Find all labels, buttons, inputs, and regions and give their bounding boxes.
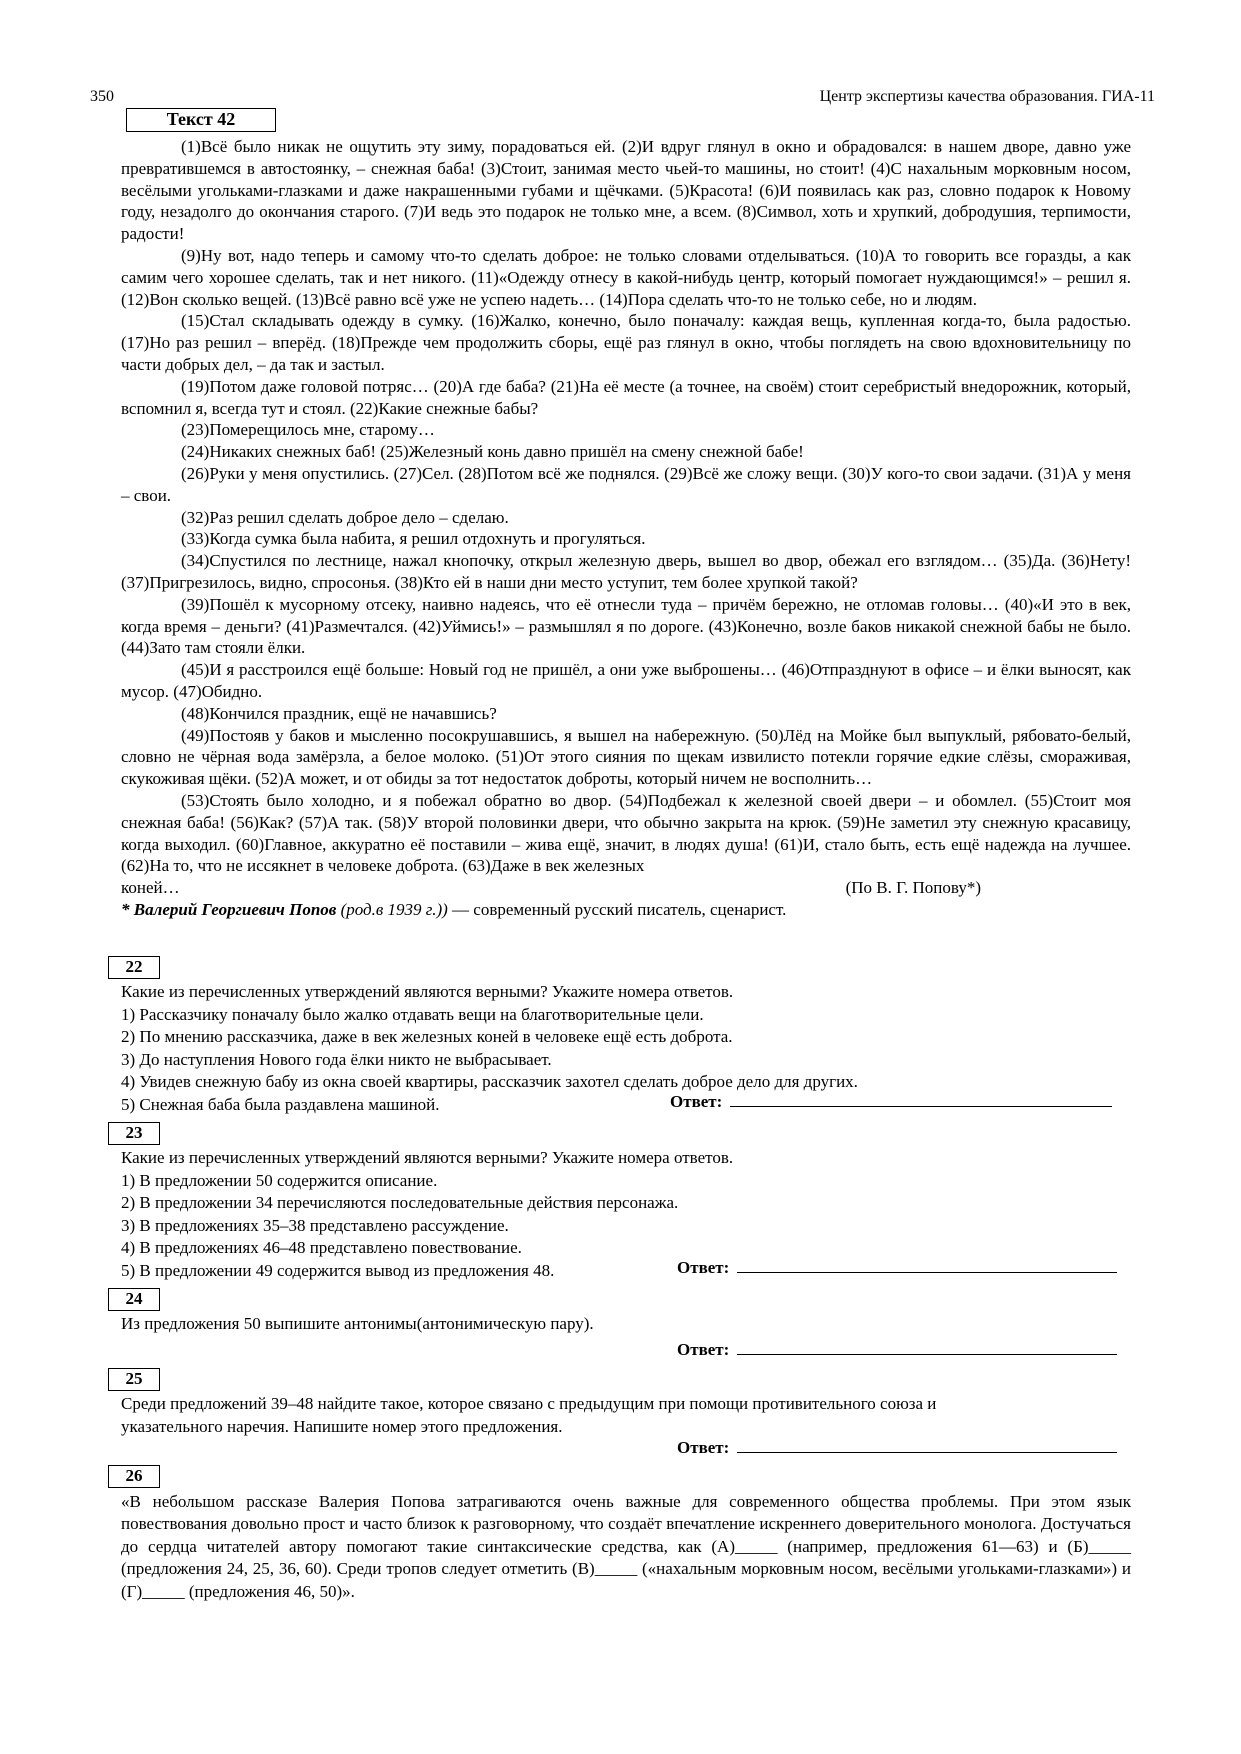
answer-field[interactable] <box>670 1092 1112 1112</box>
answer-label: Ответ: <box>677 1340 730 1359</box>
question-number-box <box>108 1122 160 1145</box>
paragraph: (32)Раз решил сделать доброе дело – сделаю. <box>181 507 509 527</box>
answer-field[interactable] <box>677 1258 1117 1278</box>
paragraph: (34)Спустился по лестнице, нажал кнопочку, открыл железную дверь, вышел во двор, обежал его взглядом… (35)Да. (36)Нету! (37)Пригрезилось, видно, спросонья. (38)Кто ей в наши дни место уступит, тем более хрупкой такой? <box>121 551 1131 592</box>
question-prompt-line: указательного наречия. Напишите номер этого предложения. <box>121 1416 563 1436</box>
option: 5) В предложении 49 содержится вывод из предложения 48. <box>121 1260 555 1280</box>
paragraph: (33)Когда сумка была набита, я решил отдохнуть и прогуляться. <box>181 529 646 549</box>
answer-label: Ответ: <box>677 1438 730 1457</box>
paragraph: (1)Всё было никак не ощутить эту зиму, порадоваться ей. (2)И вдруг глянул в окно и обрадовался: в нашем дворе, давно уже превратившемся в автостоянку, – снежная баба! (3)Стоит, занимая место чьей-то машины, но стоит! (4)С нахальным морковным носом, весёлыми угольками-глазками и даже накрашенными губами и щёчками. (5)Красота! (6)И появилась как раз, словно подарок к Новому году, незадолго до окончания старого. (7)И ведь это подарок не только мне, а всем. (8)Символ, хоть и хрупкий, добродушия, терпимости, радости! <box>121 137 1131 244</box>
question-prompt: Какие из перечисленных утверждений являются верными? Укажите номера ответов. <box>121 982 734 1001</box>
paragraph: (15)Стал складывать одежду в сумку. (16)Жалко, конечно, было поначалу: каждая вещь, купленная когда-то, была радостью. (17)Но раз решил – вперёд. (18)Прежде чем продолжить сборы, ещё раз глянул в окно, чтобы поглядеть на свою вдохновительницу по части добрых дел, – да так и застыл. <box>121 311 1131 374</box>
paragraph: (45)И я расстроился ещё больше: Новый год не пришёл, а они уже выброшены… (46)Отпразднуют в офисе – и ёлки выносят, как мусор. (47)Обидно. <box>121 660 1131 701</box>
answer-label: Ответ: <box>677 1258 730 1277</box>
closing-fragment: коней… <box>121 878 180 898</box>
answer-rule[interactable] <box>737 1340 1117 1355</box>
option: 3) В предложениях 35–38 представлено рассуждение. <box>121 1215 509 1235</box>
question-number: 23 <box>125 1123 143 1142</box>
text-title: Текст 42 <box>166 109 236 129</box>
question-number-box <box>108 956 160 979</box>
paragraph: (39)Пошёл к мусорному отсеку, наивно надеясь, что её отнесли туда – причём бережно, не отломав головы… (40)«И это в век, когда время – деньги? (41)Размечтался. (42)Уймись!» – размышлял я по дороге. (43)Конечно, возле баков никакой снежной бабы не было. (44)Зато там стояли ёлки. <box>121 594 1131 658</box>
answer-rule[interactable] <box>730 1092 1112 1107</box>
question-26-text: «В небольшом рассказе Валерия Попова затрагиваются очень важные для современного общества проблемы. При этом язык повествования довольно прост и часто близок к разговорному, что создаёт впечатление искреннего доверительного монолога. Достучаться до сердца читателей автору помогают такие синтаксические средства, как (А)_____ (например, предложения 61—63) и (Б)_____ (предложения 24, 25, 36, 60). Среди тропов следует отметить (В)_____ («нахальным морковным носом, весёлыми угольками-глазками») и (Г)_____ (предложения 46, 50)». <box>121 1492 1131 1601</box>
answer-field[interactable] <box>677 1438 1117 1458</box>
question-number-box <box>108 1288 160 1311</box>
question-prompt: Из предложения 50 выпишите антонимы(антонимическую пару). <box>121 1314 594 1333</box>
option: 4) В предложениях 46–48 представлено повествование. <box>121 1238 522 1258</box>
option: 3) До наступления Нового года ёлки никто не выбрасывает. <box>121 1049 552 1069</box>
page-header-title: Центр экспертизы качества образования. ГИА-11 <box>819 88 1155 105</box>
question-24 <box>121 1313 1131 1336</box>
author-dates: (род.в 1939 г.)) <box>340 899 448 919</box>
page-number: 350 <box>90 88 114 105</box>
closing-line <box>121 877 1131 899</box>
answer-rule[interactable] <box>737 1438 1117 1453</box>
author-desc: — современный русский писатель, сценарист. <box>447 899 787 919</box>
paragraph: (48)Кончился праздник, ещё не начавшись? <box>181 703 497 723</box>
answer-rule[interactable] <box>737 1258 1117 1273</box>
text-title-box <box>126 108 276 132</box>
paragraph: (19)Потом даже головой потряс… (20)А где баба? (21)На её месте (а точнее, на своём) стоит серебристый внедорожник, который, вспомнил я, всегда тут и стоял. (22)Какие снежные бабы? <box>121 376 1131 418</box>
question-prompt-line: Среди предложений 39–48 найдите такое, которое связано с предыдущим при помощи противительного союза и <box>121 1394 937 1413</box>
option: 4) Увидев снежную бабу из окна своей квартиры, рассказчик захотел сделать доброе дело для других. <box>121 1072 858 1092</box>
answer-label: Ответ: <box>670 1092 723 1111</box>
author-name: * Валерий Георгиевич Попов <box>121 899 337 919</box>
reading-text <box>121 136 1131 921</box>
paragraph: (26)Руки у меня опустились. (27)Сел. (28)Потом всё же поднялся. (29)Всё же сложу вещи. (30)У кого-то свои задачи. (31)А у меня – свои. <box>121 463 1131 505</box>
paragraph: (53)Стоять было холодно, и я побежал обратно во двор. (54)Подбежал к железной своей двери – и обомлел. (55)Стоит моя снежная баба! (56)Как? (57)А так. (58)У второй половинки двери, что обычно закрыта на крюк. (59)Не заметил эту снежную красавицу, когда выходил. (60)Главное, аккуратно её поставили – жива ещё, значит, в людях душа! (61)И, стало быть, есть ещё надежда на лучшее. (62)На то, что не иссякнет в человеке доброта. (63)Даже в век железных <box>121 790 1131 876</box>
paragraph: (24)Никаких снежных баб! (25)Железный конь давно пришёл на смену снежной бабе! <box>181 442 804 462</box>
question-number: 26 <box>125 1466 143 1485</box>
paragraph: (49)Постояв у баков и мысленно посокрушавшись, я вышел на набережную. (50)Лёд на Мойке был выпуклый, рябовато-белый, словно не чёрная вода замёрзла, а белое молоко. (51)От этого сияния по щекам извилисто потекли горячие едкие слёзы, сморaживая, скукоживая щёки. (52)А может, и от обиды за тот недостаток доброты, который ничем не восполнить… <box>121 725 1131 789</box>
question-number: 25 <box>125 1369 143 1388</box>
option: 2) По мнению рассказчика, даже в век железных коней в человеке ещё есть доброта. <box>121 1027 733 1047</box>
paragraph: (9)Ну вот, надо теперь и самому что-то сделать доброе: не только словами отделываться. (10)А то говорить все горазды, а как самим чего хорошее сделать, так и нет никого. (11)«Одежду отнесу в какой-нибудь центр, который помогает нуждающимся!» – решил я. (12)Вон сколько вещей. (13)Всё равно всё уже не успею надеть… (14)Пора сделать что-то не только себе, но и людям. <box>121 245 1131 309</box>
question-25 <box>121 1393 1131 1438</box>
question-number: 22 <box>125 957 143 976</box>
question-number-box <box>108 1465 160 1488</box>
option: 1) В предложении 50 содержится описание. <box>121 1170 438 1190</box>
answer-field[interactable] <box>677 1340 1117 1360</box>
question-prompt: Какие из перечисленных утверждений являются верными? Укажите номера ответов. <box>121 1148 734 1167</box>
paragraph: (23)Померещилось мне, старому… <box>181 420 435 440</box>
text-source: (По В. Г. Попову*) <box>845 878 981 898</box>
author-note <box>121 899 1131 921</box>
option: 1) Рассказчику поначалу было жалко отдавать вещи на благотворительные цели. <box>121 1004 704 1024</box>
option: 5) Снежная баба была раздавлена машиной. <box>121 1094 440 1114</box>
option: 2) В предложении 34 перечисляются последовательные действия персонажа. <box>121 1193 679 1213</box>
question-number: 24 <box>125 1289 143 1308</box>
question-number-box <box>108 1368 160 1391</box>
